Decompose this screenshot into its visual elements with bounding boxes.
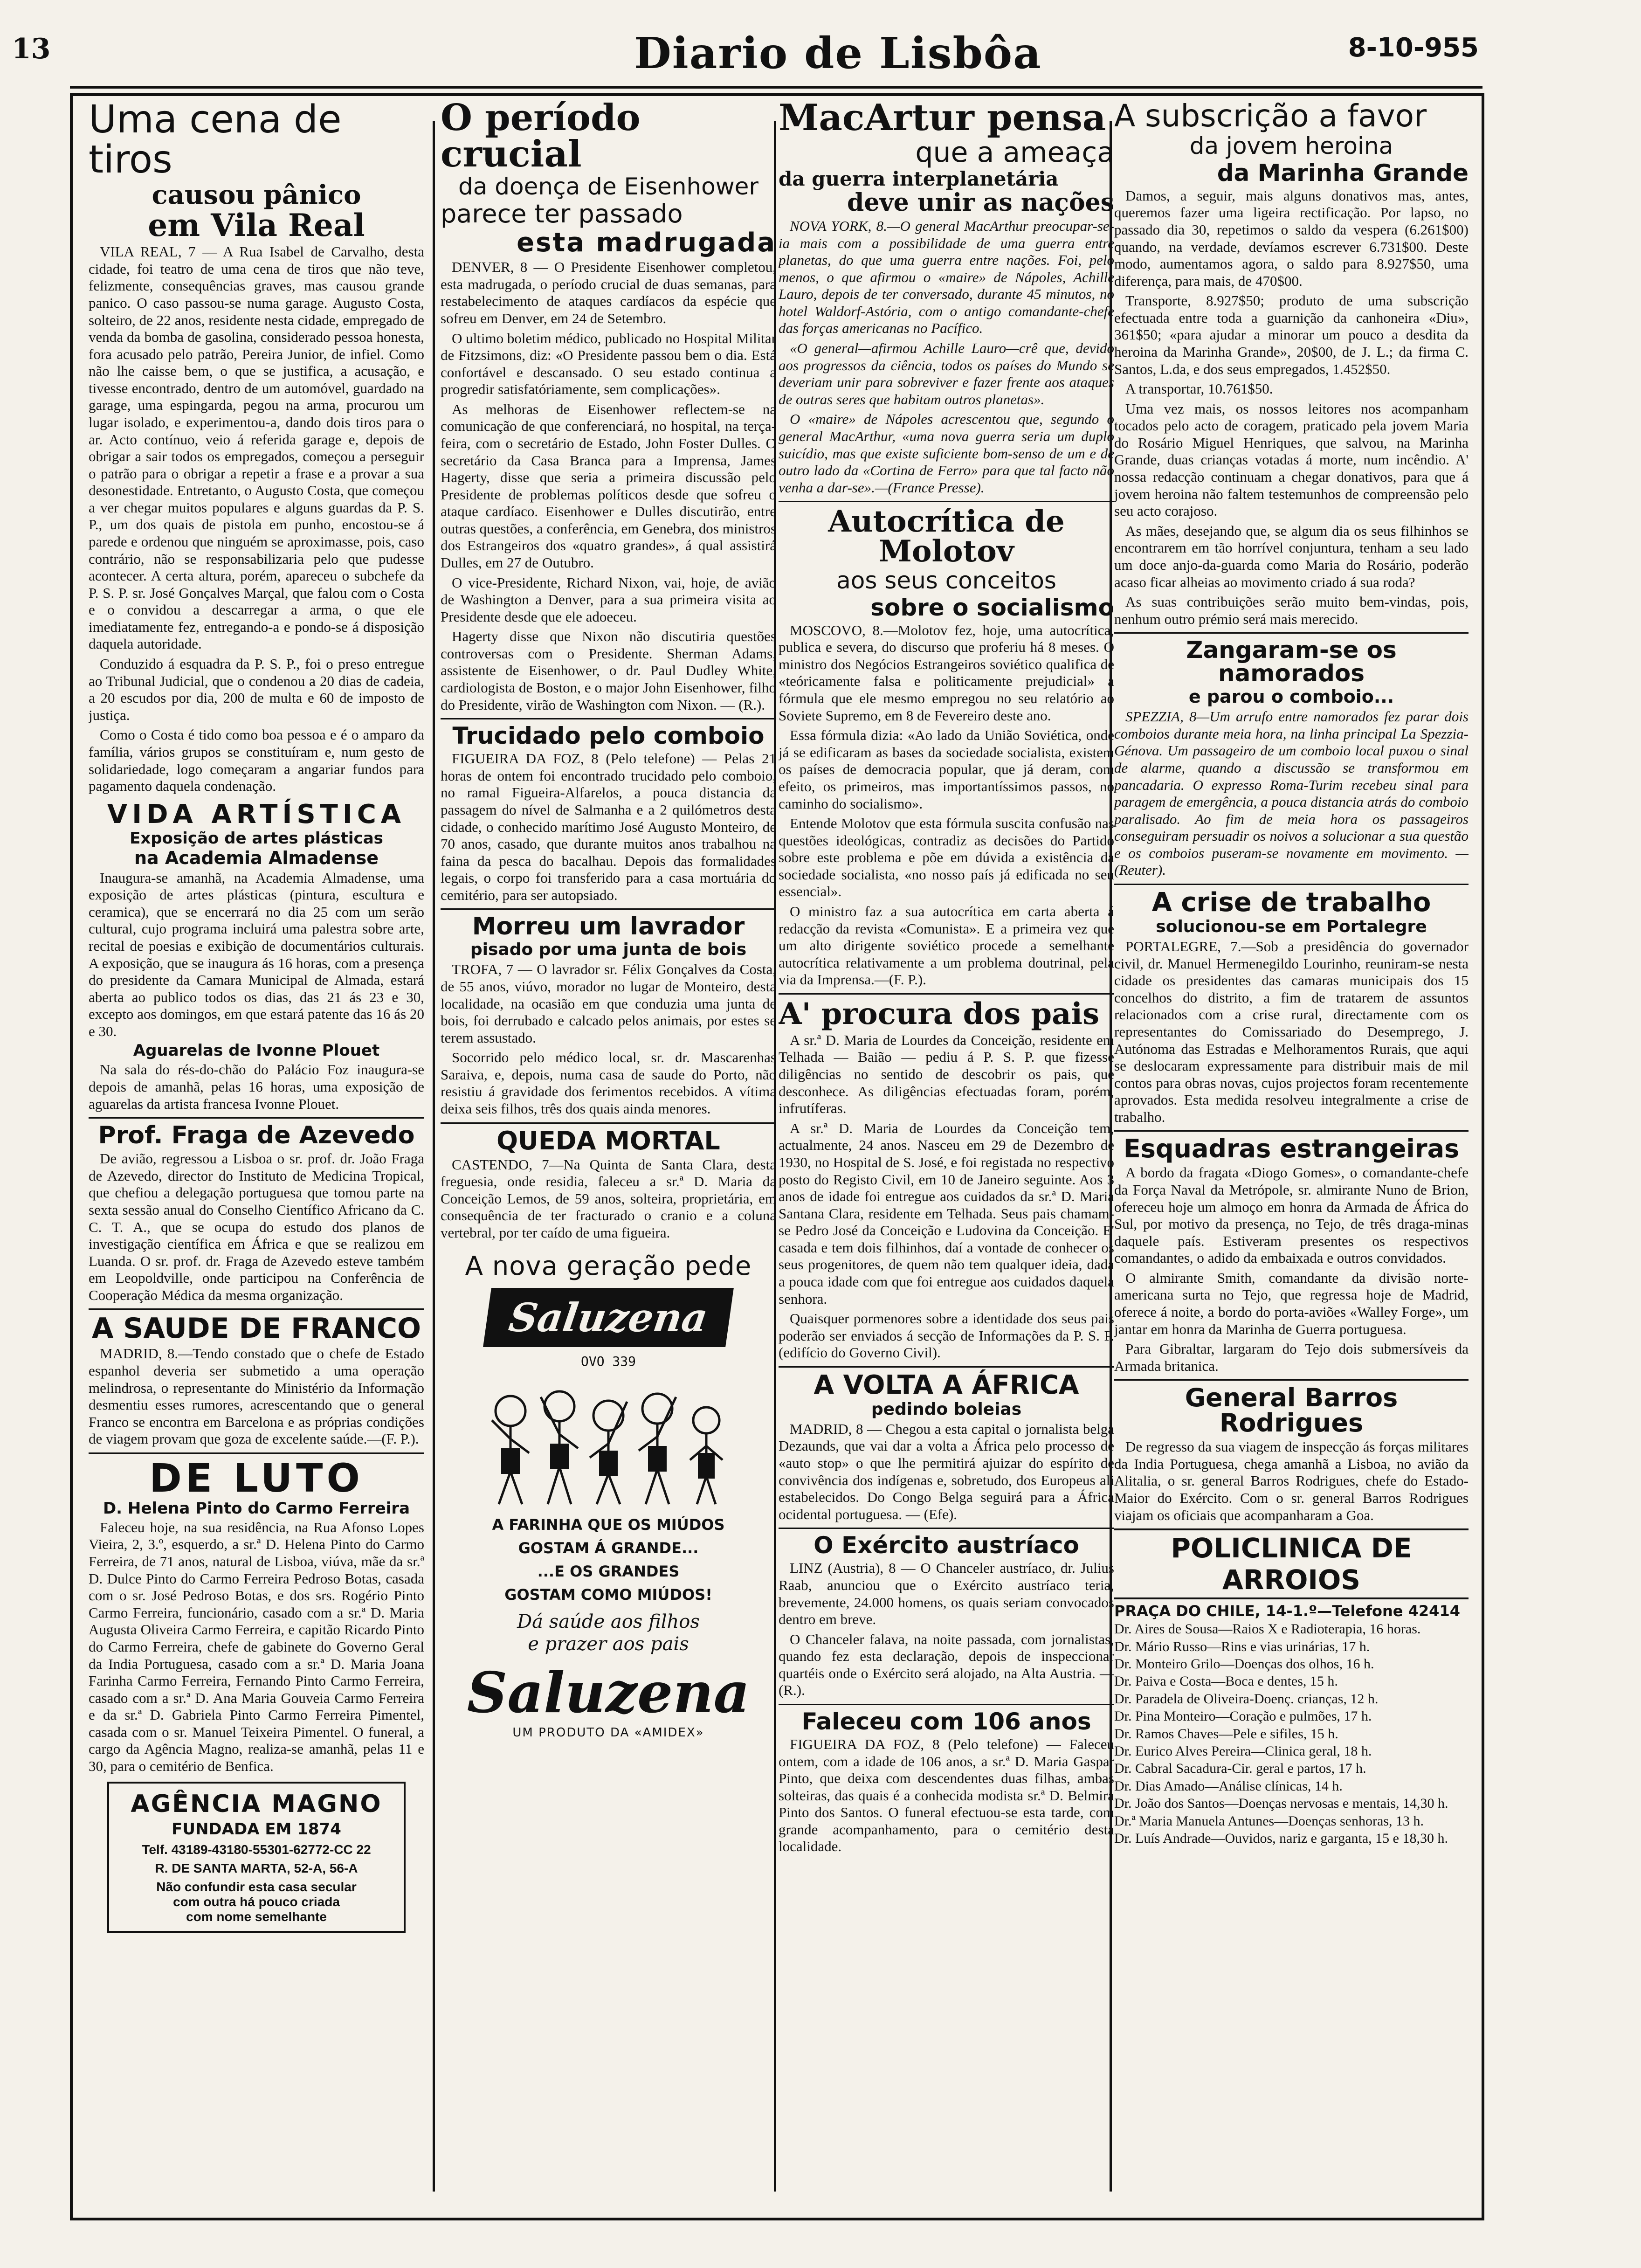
subheadline: Aguarelas de Ivonne Plouet (133, 1041, 380, 1060)
divider (441, 1122, 776, 1124)
agencia-magno-ad (107, 1782, 406, 1933)
column-divider (433, 121, 435, 2192)
article-paragraph: A sr.ª D. Maria de Lourdes da Conceição tem, actualmente, 24 anos. Nasceu em 29 de Dezembro de 1930, no Hospital de S. José, e foi registada no respectivo posto do Registo Civil, em 10 de Janeiro seguinte. Aos 3 anos de idade foi entregue aos cuidados da sr.ª D. Maria Santana Clara, residente em Telhada. Seus pais chamam-se Pedro José da Conceição e Ludovina da Conceição. E' casada e tem dois filhinhos, daí a vontade de conhecer os seus progenitores, de quem não tem qualquer ideia, dada a pouca idade com que foi entregue aos cuidados daquela senhora. (779, 1120, 1114, 1307)
subheadline: pedindo boleias (871, 1399, 1022, 1419)
article-paragraph: Para Gibraltar, largaram do Tejo dois submersíveis da Armada britanica. (1114, 1341, 1469, 1374)
article-paragraph: De regresso da sua viagem de inspecção ás forças militares da India Portuguesa, chega amanhã a Lisboa, no avião da Alitalia, o sr. general Barros Rodrigues, chefe do Estado-Maior do Exército. Com o sr. general Barros Rodrigues viajam os oficiais que acompanharam a Goa. (1114, 1438, 1469, 1523)
policlinica-item: Dr. Monteiro Grilo—Doenças dos olhos, 16 h. (1114, 1656, 1374, 1672)
subheadline: da jovem heroina (1189, 132, 1393, 160)
article-paragraph: MOSCOVO, 8.—Molotov fez, hoje, uma autocrítica, publica e severa, do discurso que proferiu há 8 meses. O ministro dos Negócios Estrangeiros soviético qualifica de «teóricamente falsa e politicamente prejudicial» a fórmula que ele mesmo empregou no seu relatório ao Soviete Supremo, em 8 de Fevereiro deste ano. (779, 622, 1114, 724)
headline: A' procura dos pais (779, 996, 1099, 1031)
ad-tagline: GOSTAM Á GRANDE... (518, 1539, 699, 1557)
divider (89, 1452, 424, 1454)
article-paragraph: Damos, a seguir, mais alguns donativos mas, antes, queremos fazer uma ligeira rectificação. Por lapso, no passado dia 30, repetimos o saldo da vespera (6.261$00) quando, na verdade, devíamos escrever 6.731$00. Deste modo, aumentamos agora, o saldo para 8.927$50, uma diferença, para mais, de 470$00. (1114, 187, 1469, 289)
article-paragraph: Na sala do rés-do-chão do Palácio Foz inaugura-se depois de amanhã, pelas 16 horas, uma exposição de aguarelas da artista francesa Ivonne Plouet. (89, 1061, 424, 1112)
subheadline: da Marinha Grande (1217, 159, 1469, 187)
policlinica-item: Dr. Cabral Sacadura-Cir. geral e partos, 17 h. (1114, 1761, 1366, 1777)
policlinica-item: Dr. Pina Monteiro—Coração e pulmões, 17 h. (1114, 1708, 1372, 1724)
children-illustration (478, 1369, 739, 1509)
policlinica-item: Dr. Mário Russo—Rins e vias urinárias, 17 h. (1114, 1639, 1370, 1654)
policlinica-item: Dr. João dos Santos—Doenças nervosas e mentais, 14,30 h. (1114, 1796, 1448, 1812)
ad-address: R. DE SANTA MARTA, 52-A, 56-A (155, 1860, 358, 1875)
headline: A VOLTA A ÁFRICA (814, 1369, 1079, 1400)
divider (779, 993, 1114, 995)
divider (779, 1366, 1114, 1368)
subheadline: solucionou-se em Portalegre (1156, 917, 1427, 937)
article-paragraph: Conduzido á esquadra da P. S. P., foi o preso entregue ao Tribunal Judicial, que o condenou a 20 dias de cadeia, a 20 escudos por dia, 200 de multa e 60 de imposto de justiça. (89, 656, 424, 723)
headline: A crise de trabalho (1151, 887, 1431, 918)
article-paragraph: LINZ (Austria), 8 — O Chanceler austríaco, dr. Julius Raab, anunciou que o Exército austríaco teria, brevemente, 24.000 homens, os quais seriam convocados dentro em breve. (779, 1560, 1114, 1628)
article-paragraph: SPEZZIA, 8—Um arrufo entre namorados fez parar dois comboios durante meia hora, na linha principal La Spezzia-Génova. Um passageiro de um comboio local puxou o sinal de alarme, quando a discussão se transformou em pancadaria. O expresso Roma-Turim recebeu sinal para paragem de emergência, a pouca distancia atrás do comboio paralisado. Ao fim de meia hora os passageiros conseguiram persuadir os noivos a solucionar a sua questão e os comboios puseram-se novamente em movimento. — (Reuter). (1114, 708, 1469, 878)
subheadline: aos seus conceitos (836, 567, 1056, 595)
ad-slogan: e prazer aos pais (528, 1633, 689, 1655)
article-paragraph: O ministro faz a sua autocrítica em carta aberta á redacção da revista «Comunista». E a primeira vez que um alto dirigente soviético procede a semelhante autocrítica relativamente a um problema doutrinal, pela via da Imprensa.—(F. P.). (779, 903, 1114, 988)
divider (1114, 1130, 1469, 1132)
headline: QUEDA MORTAL (496, 1126, 720, 1155)
ad-note: com outra há pouco criada (173, 1895, 340, 1909)
headline: O período crucial (441, 98, 641, 175)
article-paragraph: Hagerty disse que Nixon não discutiria questões controversas com o Presidente. Sherman Adams, assistente de Eisenhower, o dr. Paul Dudley White, cardiologista de Boston, e o major John Eisenhower, filho do Presidente, virão de Washington com Nixon. — (R.). (441, 628, 776, 713)
newspaper-title: Diario de Lisbôa (634, 28, 1042, 78)
ad-banner: Saluzena (483, 1288, 734, 1347)
policlinica-item: Dr. Luís Andrade—Ouvidos, nariz e garganta, 15 e 18,30 h. (1114, 1830, 1448, 1846)
headline: Prof. Fraga de Azevedo (98, 1121, 415, 1150)
headline: Esquadras estrangeiras (1123, 1134, 1460, 1164)
ad-founded: FUNDADA EM 1874 (172, 1819, 341, 1839)
article-paragraph: Inaugura-se amanhã, na Academia Almadense, uma exposição de artes plásticas (pintura, escultura e ceramica), que se encerrará no dia 25 com um serão cultural, cujo programa incluirá uma palestra sobre arte, recital de poesias e exibição de documentários culturais. A exposição, que se inaugura ás 16 horas, com a presença do presidente da Camara Municipal de Almada, estará aberta ao publico todos os dias, das 21 ás 23 e 30, excepto aos domingos, em que estará patente das 16 ás 20 e 30. (89, 869, 424, 1039)
policlinica-item: Dr. Paiva e Costa—Boca e dentes, 15 h. (1114, 1673, 1338, 1689)
subheadline: em Vila Real (148, 207, 365, 244)
ad-headline: A nova geração pede (465, 1251, 752, 1281)
divider (441, 718, 776, 719)
divider (779, 1528, 1114, 1529)
divider (1114, 632, 1469, 634)
divider (441, 908, 776, 910)
divider (89, 1308, 424, 1310)
masthead-rule (70, 86, 1482, 89)
article-paragraph: NOVA YORK, 8.—O general MacArthur preocupar-se-ia mais com a possibilidade de uma guerra entre planetas, do que uma guerra entre nações. Foi, pelo menos, o que afirmou o «maire» de Nápoles, Achille Lauro, depois de ter conversado, durante 45 minutos, no hotel Waldorf-Astória, com o antigo comandante-chefe das forças americanas no Pacífico. (779, 218, 1114, 337)
article-paragraph: O almirante Smith, comandante da divisão norte-americana surta no Tejo, que regressa hoje de Madrid, oferece á noite, a bordo do porta-aviões «Walley Forge», um jantar em honra da Marinha de Guerra portuguesa. (1114, 1269, 1469, 1337)
ad-slogan: Dá saúde aos filhos (517, 1611, 700, 1632)
article-paragraph: MADRID, 8.—Tendo constado que o chefe de Estado espanhol deveria ser submetido a uma operação melindrosa, o representante do Ministério da Informação desmentiu esses rumores, acrescentando que o general Franco se encontra em Barcelona e as próprias condições de viagem provam que goza de excelente saúde.—(F. P.). (89, 1345, 424, 1447)
headline: DE LUTO (149, 1455, 364, 1501)
headline: Faleceu com 106 anos (801, 1708, 1091, 1735)
article-paragraph: Socorrido pelo médico local, sr. dr. Mascarenhas Saraiva, e, depois, numa casa de saude do Porto, não resistiu á gravidade dos ferimentos recebidos. A vítima deixa seis filhos, três dos quais ainda menores. (441, 1049, 776, 1117)
subheadline: D. Helena Pinto do Carmo Ferreira (103, 1499, 410, 1518)
subheadline: sobre o socialismo (870, 594, 1114, 621)
subheadline: na Academia Almadense (134, 847, 379, 868)
article-paragraph: A bordo da fragata «Diogo Gomes», o comandante-chefe da Força Naval da Metrópole, sr. almirante Nuno de Brion, ofereceu hoje um almoço em honra da Armada de África do Sul, por motivo da presença, no Tejo, de três draga-minas daquele país. Estiveram presentes os respectivos comandantes, o adido da embaixada e outros convidados. (1114, 1164, 1469, 1266)
divider (1114, 1379, 1469, 1381)
subheadline: pisado por uma junta de bois (470, 940, 747, 960)
headline: Trucidado pelo comboio (452, 722, 765, 750)
article-paragraph: CASTENDO, 7—Na Quinta de Santa Clara, desta freguesia, onde residia, faleceu a sr.ª D. Maria da Conceição Lemos, de 59 anos, solteira, proprietária, em consequência de ter fracturado o cranio e a coluna vertebral, por ter caído de uma figueira. (441, 1156, 776, 1241)
ad-phone: Telf. 43189-43180-55301-62772-CC 22 (142, 1842, 371, 1857)
policlinica-item: Dr. Aires de Sousa—Raios X e Radioterapia, 16 horas. (1114, 1621, 1421, 1637)
article-paragraph: «O general—afirmou Achille Lauro—crê que, devido aos progressos da ciência, todos os países do Mundo se deveriam unir para sobreviver e fazer frente aos ataques de outras seres que habitam outros planetas». (779, 340, 1114, 408)
article-paragraph: Quaisquer pormenores sobre a identidade dos seus pais poderão ser enviados á secção de Informações da P. S. P. (edifício do Governo Civil). (779, 1310, 1114, 1361)
subheadline: parece ter passado (441, 199, 683, 228)
ad-maker: UM PRODUTO DA «AMIDEX» (512, 1725, 704, 1740)
article-paragraph: MADRID, 8 — Chegou a esta capital o jornalista belga Dezaunds, que vai dar a volta a África pelo processo de «auto stop» o que lhe permitirá ajuizar do espírito de convivência dos indígenas e, sobretudo, dos Europeus ali estabelecidos. Do Congo Belga seguirá para a África ocidental portuguesa. — (Efe). (779, 1420, 1114, 1522)
subheadline: Exposição de artes plásticas (130, 829, 383, 848)
column-2 (441, 98, 776, 2206)
issue-date: 8-10-955 (1348, 33, 1479, 63)
article-paragraph: Faleceu hoje, na sua residência, na Rua Afonso Lopes Vieira, 2, 3.º, esquerdo, a sr.ª D. Helena Pinto do Carmo Ferreira, de 71 anos, natural de Lisboa, viúva, mãe da sr.ª D. Dulce Pinto do Carmo Ferreira Pedroso Botas, casada com o sr. José Pedroso Botas, e dos srs. Rogério Pinto Carmo Ferreira, funcionário, casado com a sr.ª D. Maria Augusta Oliveira Carmo Ferreira, e capitão Ricardo Pinto do Carmo Ferreira, chefe de gabinete do Governo Geral da India Portuguesa, casado com a sr.ª D. Maria Joana Farinha Carmo Ferreira, Fernando Pinto Carmo Ferreira, casado com a sr.ª D. Ana Maria Gouveia Carmo Ferreira e da sr.ª D. Gabriela Pinto Carmo Ferreira Pimentel, casada com o sr. Manuel Teixeira Pimentel. O funeral, a cargo da Agência Magno, realiza-se amanhã, pelas 11 e 30, para o cemitério de Benfica. (89, 1519, 424, 1774)
policlinica-item: Dr. Eurico Alves Pereira—Clinica geral, 18 h. (1114, 1743, 1372, 1759)
article-paragraph: Essa fórmula dizia: «Ao lado da União Soviética, onde já se edificaram as bases da sociedade socialista, existem os países de democracia popular, que já deram, com efeito, os primeiros, mas importantíssimos passos, no caminho do socialismo». (779, 727, 1114, 812)
ad-brand: Saluzena (467, 1660, 750, 1726)
saluzena-ad (459, 1251, 758, 1740)
policlinica-address: PRAÇA DO CHILE, 14-1.º—Telefone 42414 (1114, 1602, 1460, 1620)
policlinica-item: Dr. Dias Amado—Análise clínicas, 14 h. (1114, 1778, 1343, 1794)
ad-tagline: ...E OS GRANDES (537, 1562, 680, 1580)
article-paragraph: O ultimo boletim médico, publicado no Hospital Militar de Fitzsimons, diz: «O Presidente passou bem o dia. Está confortável e descansado. O seu estado continua a progredir satisfatóriamente, sem complicações». (441, 330, 776, 398)
subheadline: da guerra interplanetária (779, 167, 1059, 190)
headline: A SAUDE DE FRANCO (91, 1312, 421, 1345)
article-paragraph: Uma vez mais, os nossos leitores nos acompanham tocados pelo acto de coragem, praticado pela jovem Maria do Rosário Miguel Henriques, que salvou, na Marinha Grande, duas crianças votadas á morte, num incêndio. A' nossa redacção continuam a chegar donativos, para que á jovem heroina não faltem testemunhos de compreensão pelo seu acto corajoso. (1114, 400, 1469, 519)
divider (89, 1117, 424, 1119)
ad-tagline: GOSTAM COMO MIÚDOS! (504, 1585, 712, 1604)
divider (779, 1704, 1114, 1705)
ad-note: Não confundir esta casa secular (156, 1879, 357, 1894)
headline: Zangaram-se os namorados (1186, 636, 1397, 687)
headline: Morreu um lavrador (472, 913, 745, 941)
article-paragraph: O vice-Presidente, Richard Nixon, vai, hoje, de avião de Washington a Denver, para a sua primeira visita ao Presidente desde que ele adoeceu. (441, 574, 776, 625)
article-paragraph: A transportar, 10.761$50. (1125, 380, 1273, 397)
column-4 (1114, 98, 1469, 2206)
headline: MacArtur pensa (779, 98, 1106, 139)
section-heading: VIDA ARTÍSTICA (107, 799, 406, 830)
article-paragraph: PORTALEGRE, 7.—Sob a presidência do governador civil, dr. Manuel Hermenegildo Lourinho, reuniram-se nesta cidade os presidentes das camaras municipais dos 15 concelhos do distrito, a fim de tratarem de assuntos relacionados com a crise rural, directamente com os representantes do Comissariado do Desemprego, J. Autónoma das Estradas e Melhoramentos Rurais, que aqui se deslocaram expressamente para distribuir mais de mil contos para obras novas, cujos projectos foram recentemente aprovados. Esta medida resolveu integralmente a crise de trabalho. (1114, 938, 1469, 1125)
subheadline: e parou o comboio... (1188, 686, 1394, 707)
ad-tagline: A FARINHA QUE OS MIÚDOS (492, 1515, 725, 1534)
policlinica-item: Dr. Ramos Chaves—Pele e sifiles, 15 h. (1114, 1726, 1338, 1742)
ad-code: OVO 339 (580, 1353, 636, 1369)
article-paragraph: Transporte, 8.927$50; produto de uma subscrição efectuada entre toda a guarnição da canhoneira «Diu», 361$50; «para ajudar a minorar um pouco a desdita da heroina da Marinha Grande», 20$00, de J. L.; da firma C. Santos, L.da, e dos seus empregados, 1.452$50. (1114, 292, 1469, 377)
page-number: 13 (12, 33, 51, 65)
headline: Uma cena de tiros (89, 98, 342, 182)
article-paragraph: As suas contribuições serão muito bem-vindas, pois, nenhum outro prémio será mais merecido. (1114, 594, 1469, 627)
article-paragraph: VILA REAL, 7 — A Rua Isabel de Carvalho, desta cidade, foi teatro de uma cena de tiros que não teve, felizmente, consequências graves, mas causou grande panico. O caso passou-se numa garage. Augusto Costa, solteiro, de 22 anos, residente nesta cidade, empregado de venda da bomba de gasolina, considerado pessoa honesta, fora acusado pelo patrão, Pereira Junior, de infiel. Como não lhe caisse bem, o que se justifica, a acusação, e tivesse encontrado, dentro de um automóvel, guardado na garage, uma espingarda, pegou na arma, procurou um lugar isolado, e experimentou-a, dando dois tiros para o ar. Acto contínuo, veio á referida garage e, depois de obrigar a sair todos os empregados, começou a perseguir o patrão para o obrigar a repetir a frase e a provar a sua desonestidade. Entretanto, o Augusto Costa, que começou a ver chegar muitos populares e alguns guardas da P. S. P., um dos quais de pistola em punho, encostou-se á parede e ordenou que ninguém se aproximasse, pois, caso contrário, não se responsabilizaria pelo que pudesse acontecer. A certa altura, porém, apareceu o subchefe da P. S. P. sr. José Gonçalves Marçal, que falou com o Costa e o convidou a descarregar a arma, o que ele imediatamente fez, entregando-a e pondo-se á disposição daquela autoridade. (89, 243, 424, 652)
policlinica-item: Dr.ª Maria Manuela Antunes—Doenças senhoras, 13 h. (1114, 1813, 1424, 1829)
subheadline: da doença de Eisenhower (458, 173, 758, 200)
column-3 (779, 98, 1114, 2206)
article-paragraph: FIGUEIRA DA FOZ, 8 (Pelo telefone) — Pelas 21 horas de ontem foi encontrado trucidado pelo comboio, no ramal Figueira-Alfarelos, a pouca distancia da passagem do nível de Salmanha e a 2 quilómetros desta cidade, o conhecido marítimo José Augusto Monteiro, de 70 anos, casado, que durante muitos anos trabalhou na faina da pesca do bacalhau. Depois das formalidades legais, o corpo foi transferido para a casa mortuária do cemitério, para ser autopsiado. (441, 750, 776, 903)
headline: General Barros Rodrigues (1185, 1383, 1398, 1438)
article-paragraph: As mães, desejando que, se algum dia os seus filhinhos se encontrarem em tão horrível conjuntura, tenham a seu lado um doce anjo-da-guarda como Maria do Rosário, poderão acaso ficar alheias ao movimento criado á sua roda? (1114, 522, 1469, 590)
article-paragraph: A sr.ª D. Maria de Lourdes da Conceição, residente em Telhada — Baião — pediu á P. S. P. que fizesse diligências no sentido de descobrir os pais, que desconhece. As diligências efectuadas foram, porém, infrutíferas. (779, 1031, 1114, 1117)
subheadline: que a ameaça (915, 136, 1114, 169)
ad-name: AGÊNCIA MAGNO (131, 1790, 382, 1818)
headline: A subscrição a favor (1114, 98, 1427, 134)
article-paragraph: FIGUEIRA DA FOZ, 8 (Pelo telefone) — Faleceu ontem, com a idade de 106 anos, a sr.ª D. Maria Gaspar Pinto, que deixa com descendentes duas filhas, ambas solteiras, das quais é a conhecida modista sr.ª D. Belmira Pinto dos Santos. O funeral efectuou-se esta tarde, com grande acompanhamento, para o cemitério desta localidade. (779, 1736, 1114, 1855)
article-paragraph: Entende Molotov que esta fórmula suscita confusão nas questões ideológicas, contradiz as decisões do Partido sobre este problema e põe em dúvida a existência da sociedade socialista, «no nosso país já edificada no seu essencial». (779, 815, 1114, 900)
policlinica-title: POLICLINICA DE ARROIOS (1114, 1528, 1469, 1599)
article-paragraph: De avião, regressou a Lisboa o sr. prof. dr. João Fraga de Azevedo, director do Instituto de Medicina Tropical, que chefiou a delegação portuguesa que tomou parte na sexta sessão anual do Conselho Científico Africano da C. C. T. A., que se ocupa do estudo dos planos de investigação científica em África e que se realizou em Luanda. O sr. prof. dr. Fraga de Azevedo esteve também em Leopoldville, onde participou na Conferência de Cooperação Médica da mesma organização. (89, 1150, 424, 1303)
subheadline: causou pânico (152, 180, 361, 211)
article-paragraph: DENVER, 8 — O Presidente Eisenhower completou, esta madrugada, o período crucial de duas semanas, para restabelecimento de ataques cardíacos da espécie que sofreu em Denver, em 24 de Setembro. (441, 259, 776, 326)
divider (779, 501, 1114, 502)
article-paragraph: Como o Costa é tido como boa pessoa e é o amparo da família, vários grupos se constituíram e, num gesto de solidariedade, logo começaram a angariar fundos para pagamento daquela condenação. (89, 726, 424, 795)
divider (1114, 884, 1469, 885)
subheadline: deve unir as nações (847, 188, 1114, 217)
subheadline: esta madrugada (517, 228, 776, 258)
article-paragraph: O Chanceler falava, na noite passada, com jornalistas, quando fez esta declaração, depois de inspeccionar quartéis onde o Exército será alojado, na Alta Austria. — (R.). (779, 1631, 1114, 1699)
masthead (12, 28, 1479, 84)
column-1 (89, 98, 424, 2206)
headline: Autocrítica de Molotov (828, 504, 1065, 569)
policlinica-item: Dr. Paradela de Oliveira-Doenç. crianças, 12 h. (1114, 1691, 1379, 1707)
headline: O Exército austríaco (814, 1532, 1079, 1559)
ad-note: com nome semelhante (186, 1909, 327, 1924)
article-paragraph: O «maire» de Nápoles acrescentou que, segundo o general MacArthur, «uma nova guerra seria um duplo suicídio, mas que existe suficiente bom-senso de um e de outro lado da «Cortina de Ferro» para que tal facto não venha a dar-se».—(France Presse). (779, 411, 1114, 496)
article-paragraph: As melhoras de Eisenhower reflectem-se na comunicação de que conferenciará, no hospital, na terça-feira, com o secretário de Estado, John Foster Dulles. O secretário da Casa Branca para a Imprensa, James Hagerty, disse que seria a primeira discussão pelo Presidente de problemas políticos desde que sofreu o ataque cardíaco. Eisenhower e Dulles discutirão, entre outras questões, a conferência, em Genebra, dos ministros dos Estrangeiros dos «quatro grandes», á qual assistirá Dulles, em 27 de Outubro. (441, 401, 776, 571)
article-paragraph: TROFA, 7 — O lavrador sr. Félix Gonçalves da Costa, de 55 anos, viúvo, morador no lugar de Monteiro, desta localidade, na ocasião em que conduzia uma junta de bois, foi derrubado e calcado pelos animais, por estes se terem assustado. (441, 961, 776, 1046)
